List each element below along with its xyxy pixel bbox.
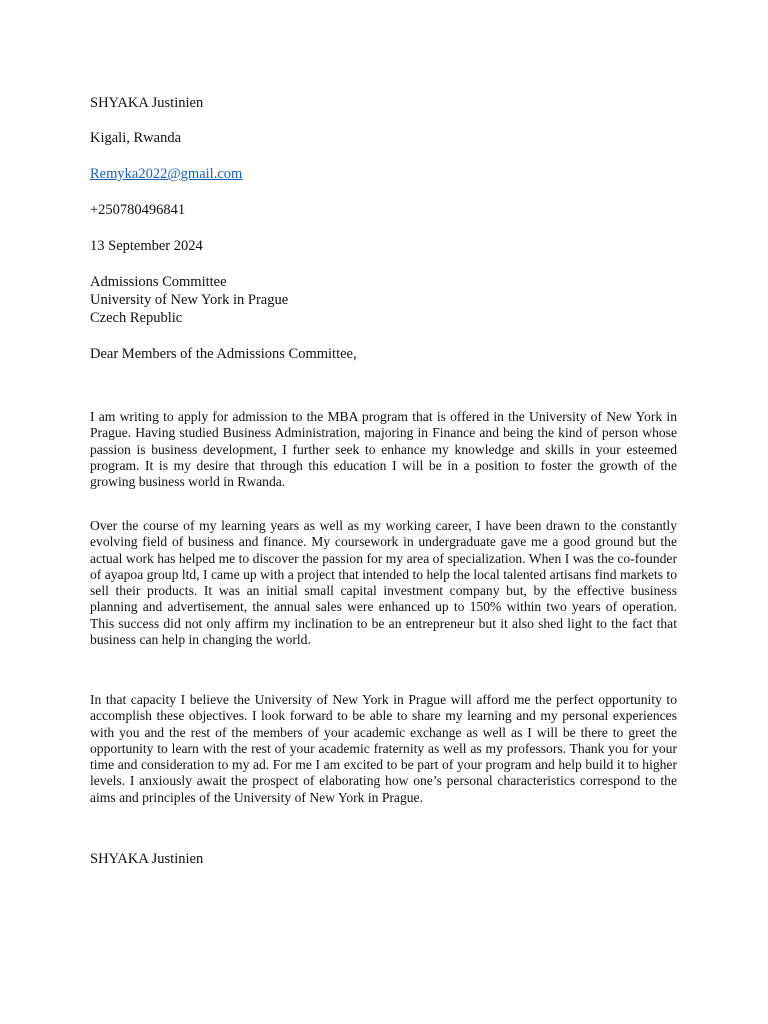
- signature: SHYAKA Justinien: [90, 851, 204, 867]
- body-paragraph-2: Over the course of my learning years as well as my working career, I have been drawn to the constantly evolving field of business and finance. My coursework in undergraduate gave me a good ground but the actual work has helped me to discover the passion for my area of specialization. When I was the co-founder of ayapoa group ltd, I came up with a project that intended to help the local talented artisans find markets to sell their products. It was an initial small capital investment company but, by the effective business planning and advertisement, the annual sales were enhanced up to 150% within two years of operation. This success did not only affirm my inclination to be an entrepreneur but it also shed light to the fact that business can help in changing the world.: [90, 518, 677, 648]
- body-paragraph-3: In that capacity I believe the University of New York in Prague will afford me the perfect opportunity to accomplish these objectives. I look forward to be able to share my learning and my personal experiences with you and the rest of the members of your academic exchange as well as I will be there to greet the opportunity to learn with the rest of your academic fraternity as well as my professors. Thank you for your time and consideration to my ad. For me I am excited to be part of your program and help build it to higher levels. I anxiously await the prospect of elaborating how one’s personal characteristics correspond to the aims and principles of the University of New York in Prague.: [90, 692, 677, 805]
- letter-date: 13 September 2024: [90, 238, 203, 254]
- sender-location: Kigali, Rwanda: [90, 130, 182, 146]
- email-link[interactable]: Remyka2022@gmail.com: [90, 166, 243, 182]
- recipient-line-3: Czech Republic: [90, 310, 183, 326]
- recipient-line-1: Admissions Committee: [90, 274, 227, 290]
- salutation: Dear Members of the Admissions Committee,: [90, 346, 357, 362]
- sender-name: SHYAKA Justinien: [90, 95, 204, 111]
- sender-email: [90, 165, 242, 183]
- body-paragraph-1: I am writing to apply for admission to the MBA program that is offered in the University of New York in Prague. Having studied Business Administration, majoring in Finance and being the kind of person whose passion is business development, I further seek to enhance my knowledge and skills in your esteemed program. It is my desire that through this education I will be in a position to foster the growth of the growing business world in Rwanda.: [90, 409, 677, 490]
- recipient-line-2: University of New York in Prague: [90, 292, 289, 308]
- sender-phone: +250780496841: [90, 202, 186, 218]
